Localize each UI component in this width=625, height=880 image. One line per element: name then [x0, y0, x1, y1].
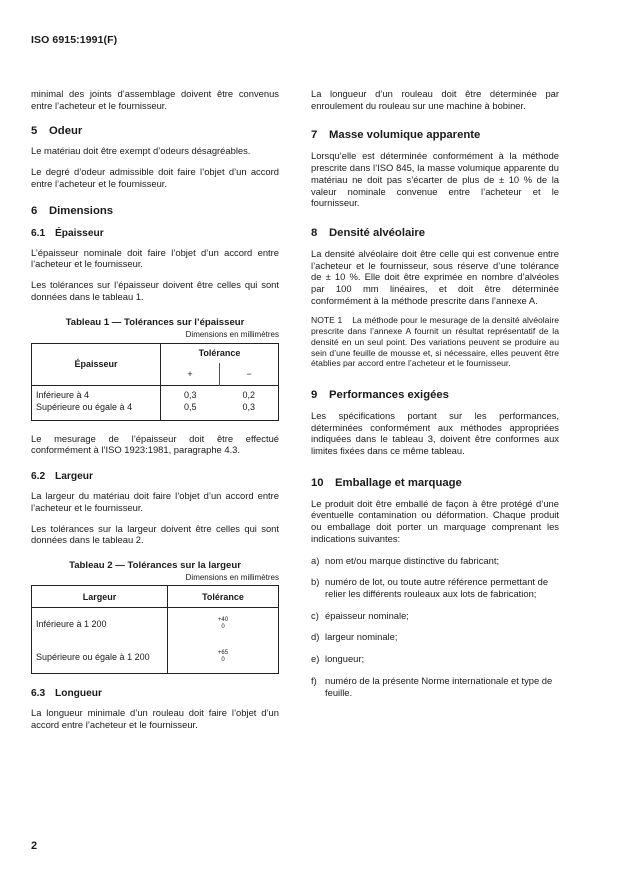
marking-list [311, 555, 559, 699]
note-label: NOTE 1 [311, 315, 343, 326]
list-marker: d) [311, 631, 320, 643]
row-tolerance [168, 608, 279, 640]
list-marker: c) [311, 609, 319, 621]
header-tolerance: Tolérance [202, 591, 244, 602]
list-item [311, 610, 559, 622]
list-text: longueur; [325, 653, 365, 665]
table-1-grid [31, 343, 279, 421]
section-6-1-heading [31, 228, 279, 239]
paragraph: Le matériau doit être exempt d’odeurs désagréables. [31, 145, 251, 157]
row-label: Supérieure ou égale à 1 200 [32, 640, 168, 674]
section-number: 9 [311, 388, 318, 401]
section-number: 8 [311, 226, 318, 239]
table-1-unit: Dimensions en millimètres [185, 330, 279, 340]
table-2-grid [31, 585, 279, 674]
paragraph: Le produit doit être emballé de façon à être protégé d’une éventuelle contamination ou déformation. Chaque produit ou emballage doit porter un marquage comprenant les indications suivantes: [311, 497, 559, 544]
section-9-heading [311, 389, 559, 401]
section-5-heading [31, 125, 279, 137]
paragraph: Lorsqu’elle est déterminée conformément à la méthode prescrite dans l’ISO 845, la masse volumique apparente du matériau ne doit pas s’écarter de plus de ± 10 % de la valeur nominale convenue entre l’acheteur et le fournisseur. [311, 150, 559, 209]
header-plus: + [161, 363, 220, 385]
section-6-2-heading [31, 471, 279, 482]
section-6-heading [31, 205, 279, 217]
paragraph: Les tolérances sur la largeur doivent être celles qui sont données dans le tableau 2. [31, 522, 279, 546]
row-label: Inférieure à 1 200 [32, 608, 168, 640]
row-tolerance [168, 640, 279, 674]
section-7-heading [311, 129, 559, 141]
tolerance-upper: +40 [217, 617, 229, 624]
list-text: numéro de lot, ou toute autre référence permettant de relier les différents rouleaux aux lots de fabrication; [325, 576, 549, 599]
list-item [311, 675, 559, 698]
list-text: numéro de la présente Norme internationale et type de feuille. [325, 674, 553, 698]
section-title: Longueur [55, 688, 102, 700]
section-title: Odeur [49, 125, 83, 138]
header-epaisseur: Épaisseur [32, 343, 161, 385]
list-marker: f) [311, 674, 317, 686]
document-id-header: ISO 6915:1991(F) [31, 34, 118, 46]
section-title: Emballage et marquage [335, 476, 462, 489]
right-column [311, 88, 559, 708]
header-tolerance: Tolérance [198, 348, 241, 359]
list-text: largeur nominale; [325, 631, 398, 643]
list-marker: e) [311, 653, 320, 665]
section-title: Masse volumique apparente [329, 129, 481, 142]
section-title: Performances exigées [329, 388, 449, 401]
paragraph: Les spécifications portant sur les performances, déterminées conformément aux méthodes appropriées indiquées dans le tableau 3, doivent être conformes aux limites fixées dans ce même tableau. [311, 409, 559, 457]
left-column [31, 88, 279, 740]
paragraph: La longueur minimale d’un rouleau doit faire l’objet d’un accord entre l’acheteur et le fournisseur. [31, 707, 279, 731]
paragraph: La densité alvéolaire doit être celle qui est convenue entre l’acheteur et le fournisseur, sous réserve d’une tolérance de ± 10 %. Elle doit être exprimée en nombre d’alvéoles par 100 mm linéaires, et doit être déterminée conformément à la méthode prescrite dans l’annexe A. [311, 247, 559, 306]
tolerance-lower: 0 [221, 624, 225, 631]
section-number: 10 [311, 476, 324, 489]
list-marker: a) [311, 554, 320, 566]
row-plus: 0,5 [183, 401, 197, 412]
page-number: 2 [31, 840, 38, 852]
table-1-title: Tableau 1 — Tolérances sur l’épaisseur [65, 317, 245, 329]
header-minus: − [246, 368, 252, 379]
paragraph: Le mesurage de l’épaisseur doit être effectué conformément à l’ISO 1923:1981, paragraphe 4.3. [31, 432, 279, 456]
list-text: épaisseur nominale; [325, 609, 409, 621]
row-label: Supérieure ou égale à 4 [32, 400, 161, 420]
note-text: La méthode pour le mesurage de la densité alvéolaire prescrite dans l’annexe A fournit un résultat représentatif de la densité en un seul point. Des variations peuvent se produire au sein d’une feuille de mousse et, si nécessaire, elles peuvent être établies par accord entre l’acheteur et le fournisseur. [311, 315, 559, 369]
section-title: Densité alvéolaire [329, 226, 426, 239]
section-number: 6.2 [31, 471, 46, 483]
section-title: Largeur [55, 471, 93, 483]
row-plus: 0,3 [183, 389, 197, 400]
section-8-heading [311, 227, 559, 239]
row-label: Inférieure à 4 [32, 385, 161, 400]
section-title: Épaisseur [55, 227, 104, 239]
list-item [311, 653, 559, 665]
section-number: 7 [311, 129, 318, 142]
section-10-heading [311, 477, 559, 489]
paragraph: La largeur du matériau doit faire l’objet d’un accord entre l’acheteur et le fournisseur. [31, 490, 279, 513]
table-1 [31, 317, 279, 420]
table-2 [31, 560, 279, 674]
row-minus: 0,2 [242, 389, 255, 400]
section-number: 6 [31, 204, 38, 217]
section-number: 6.1 [31, 227, 46, 239]
section-title: Dimensions [49, 204, 114, 217]
list-marker: b) [311, 576, 320, 588]
table-2-unit: Dimensions en millimètres [185, 572, 279, 582]
section-number: 6.3 [31, 688, 46, 700]
paragraph: Les tolérances sur l’épaisseur doivent être celles qui sont données dans le tableau 1. [31, 278, 279, 302]
list-item [311, 576, 559, 599]
tolerance-upper: +65 [217, 649, 229, 656]
note-1 [311, 315, 559, 369]
list-item [311, 631, 559, 643]
section-number: 5 [31, 125, 38, 138]
table-2-title: Tableau 2 — Tolérances sur la largeur [69, 559, 241, 571]
row-minus: 0,3 [242, 401, 255, 412]
paragraph: Le degré d’odeur admissible doit faire l’objet d’un accord entre l’acheteur et le fournisseur. [31, 166, 279, 189]
header-largeur: Largeur [32, 586, 168, 608]
intro-paragraph: minimal des joints d’assemblage doivent être convenus entre l’acheteur et le fournisseur. [31, 88, 279, 111]
tolerance-lower: 0 [221, 656, 225, 663]
section-6-3-heading [31, 688, 279, 699]
intro-paragraph: La longueur d’un rouleau doit être déterminée par enroulement du rouleau sur une machine à bobiner. [311, 88, 559, 111]
list-item [311, 555, 559, 567]
paragraph: L’épaisseur nominale doit faire l’objet d’un accord entre l’acheteur et le fournisseur. [31, 246, 279, 270]
list-text: nom et/ou marque distinctive du fabricant; [325, 554, 500, 566]
